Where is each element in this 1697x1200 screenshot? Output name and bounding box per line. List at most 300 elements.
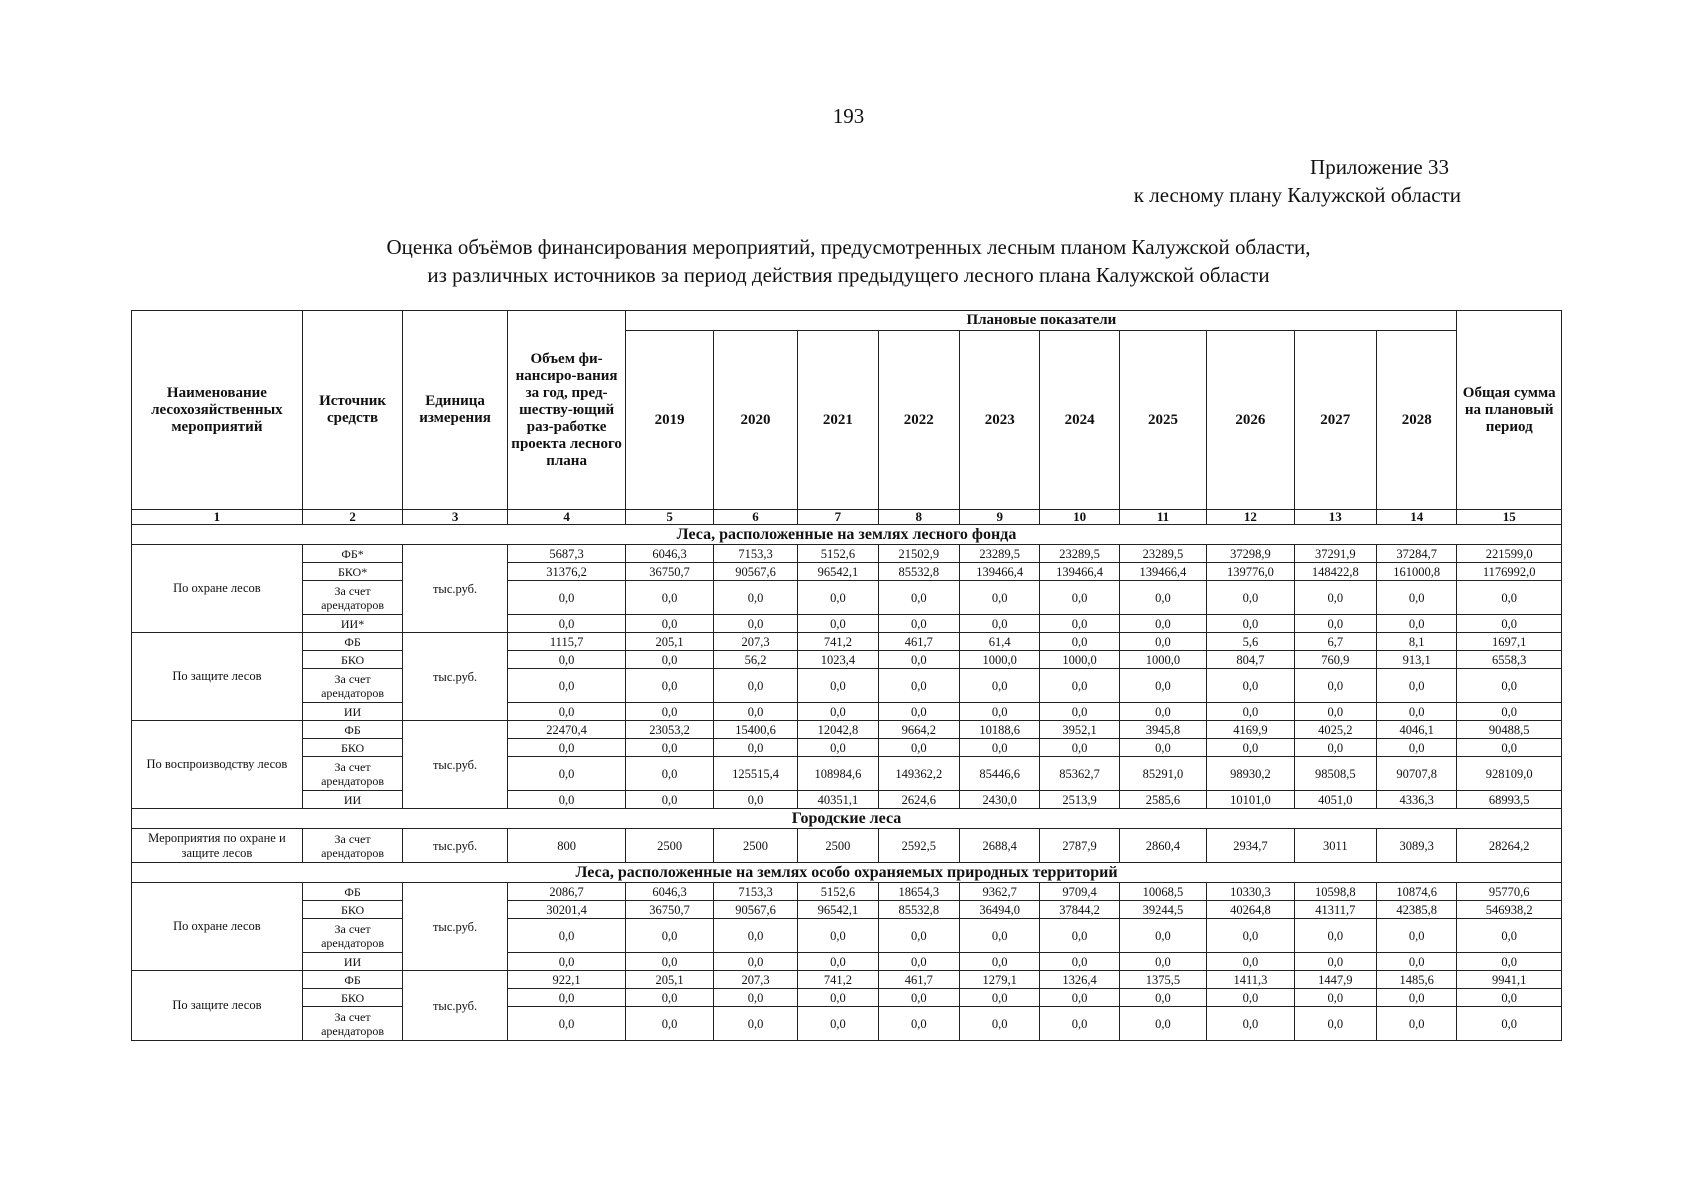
- value-cell: 0,0: [507, 703, 626, 721]
- value-cell: 37298,9: [1207, 545, 1294, 563]
- value-cell: 56,2: [713, 651, 797, 669]
- value-cell: 9941,1: [1457, 971, 1562, 989]
- value-cell: 2688,4: [960, 829, 1040, 863]
- value-cell: 0,0: [1457, 989, 1562, 1007]
- value-cell: 3089,3: [1377, 829, 1457, 863]
- funding-source: ФБ: [302, 633, 402, 651]
- document-title: [0, 233, 1697, 289]
- table-row: [132, 757, 1562, 791]
- value-cell: 61,4: [960, 633, 1040, 651]
- value-cell: 546938,2: [1457, 901, 1562, 919]
- value-cell: 2934,7: [1207, 829, 1294, 863]
- value-cell: 0,0: [1294, 989, 1376, 1007]
- value-cell: 0,0: [626, 757, 713, 791]
- value-cell: 0,0: [1294, 919, 1376, 953]
- value-cell: 0,0: [1294, 739, 1376, 757]
- value-cell: 0,0: [798, 669, 878, 703]
- table-row: [132, 651, 1562, 669]
- value-cell: 2500: [626, 829, 713, 863]
- table-row: [132, 971, 1562, 989]
- activity-name: Мероприятия по охране и защите лесов: [132, 829, 303, 863]
- funding-source: За счет арендаторов: [302, 669, 402, 703]
- table-row: [132, 703, 1562, 721]
- column-number: 6: [713, 510, 797, 525]
- value-cell: 205,1: [626, 971, 713, 989]
- value-cell: 0,0: [798, 1007, 878, 1041]
- value-cell: 1326,4: [1040, 971, 1119, 989]
- value-cell: 0,0: [1119, 615, 1206, 633]
- value-cell: 1000,0: [960, 651, 1040, 669]
- value-cell: 4046,1: [1377, 721, 1457, 739]
- unit-cell: тыс.руб.: [403, 829, 508, 863]
- value-cell: 12042,8: [798, 721, 878, 739]
- value-cell: 0,0: [1119, 581, 1206, 615]
- value-cell: 0,0: [1119, 919, 1206, 953]
- value-cell: 148422,8: [1294, 563, 1376, 581]
- value-cell: 0,0: [878, 651, 959, 669]
- value-cell: 5152,6: [798, 545, 878, 563]
- value-cell: 0,0: [1119, 669, 1206, 703]
- value-cell: 85446,6: [960, 757, 1040, 791]
- value-cell: 0,0: [626, 651, 713, 669]
- value-cell: 800: [507, 829, 626, 863]
- value-cell: 108984,6: [798, 757, 878, 791]
- value-cell: 0,0: [1377, 919, 1457, 953]
- value-cell: 0,0: [1294, 615, 1376, 633]
- value-cell: 96542,1: [798, 563, 878, 581]
- value-cell: 0,0: [1040, 739, 1119, 757]
- value-cell: 36750,7: [626, 901, 713, 919]
- header-year: 2022: [878, 331, 959, 510]
- funding-source: ИИ: [302, 703, 402, 721]
- value-cell: 0,0: [960, 953, 1040, 971]
- value-cell: 0,0: [507, 989, 626, 1007]
- title-line-1: Оценка объёмов финансирования мероприятий, предусмотренных лесным планом Калужской области,: [386, 235, 1311, 259]
- value-cell: 1697,1: [1457, 633, 1562, 651]
- value-cell: 23289,5: [960, 545, 1040, 563]
- value-cell: 0,0: [1377, 669, 1457, 703]
- value-cell: 4051,0: [1294, 791, 1376, 809]
- value-cell: 6046,3: [626, 883, 713, 901]
- value-cell: 207,3: [713, 971, 797, 989]
- value-cell: 7153,3: [713, 545, 797, 563]
- column-number: 3: [403, 510, 508, 525]
- value-cell: 7153,3: [713, 883, 797, 901]
- value-cell: 0,0: [798, 581, 878, 615]
- value-cell: 0,0: [960, 703, 1040, 721]
- header-total: Общая сумма на плановый период: [1457, 311, 1562, 510]
- value-cell: 10101,0: [1207, 791, 1294, 809]
- value-cell: 30201,4: [507, 901, 626, 919]
- value-cell: 3952,1: [1040, 721, 1119, 739]
- value-cell: 96542,1: [798, 901, 878, 919]
- value-cell: 4336,3: [1377, 791, 1457, 809]
- table-row: [132, 721, 1562, 739]
- value-cell: 207,3: [713, 633, 797, 651]
- value-cell: 0,0: [1207, 669, 1294, 703]
- value-cell: 0,0: [1294, 669, 1376, 703]
- funding-source: За счет арендаторов: [302, 757, 402, 791]
- value-cell: 0,0: [1457, 581, 1562, 615]
- financing-table-wrapper: [131, 310, 1562, 1041]
- value-cell: 68993,5: [1457, 791, 1562, 809]
- funding-source: БКО: [302, 739, 402, 757]
- table-row: [132, 669, 1562, 703]
- value-cell: 0,0: [507, 615, 626, 633]
- value-cell: 0,0: [507, 739, 626, 757]
- header-year: 2028: [1377, 331, 1457, 510]
- header-year: 2024: [1040, 331, 1119, 510]
- value-cell: 0,0: [713, 791, 797, 809]
- value-cell: 0,0: [1377, 739, 1457, 757]
- value-cell: 0,0: [713, 615, 797, 633]
- table-row: [132, 989, 1562, 1007]
- unit-cell: тыс.руб.: [403, 721, 508, 809]
- value-cell: 0,0: [1457, 739, 1562, 757]
- column-number: 12: [1207, 510, 1294, 525]
- value-cell: 90567,6: [713, 901, 797, 919]
- value-cell: 0,0: [626, 739, 713, 757]
- value-cell: 0,0: [878, 581, 959, 615]
- funding-source: БКО*: [302, 563, 402, 581]
- value-cell: 0,0: [713, 953, 797, 971]
- value-cell: 10874,6: [1377, 883, 1457, 901]
- value-cell: 5,6: [1207, 633, 1294, 651]
- table-row: [132, 633, 1562, 651]
- appendix-line-1: Приложение 33: [1310, 155, 1449, 179]
- value-cell: 0,0: [1040, 581, 1119, 615]
- activity-name: По воспроизводству лесов: [132, 721, 303, 809]
- value-cell: 0,0: [798, 919, 878, 953]
- value-cell: 0,0: [713, 703, 797, 721]
- value-cell: 2500: [713, 829, 797, 863]
- header-year: 2019: [626, 331, 713, 510]
- section-title: Леса, расположенные на землях лесного фонда: [132, 525, 1562, 545]
- value-cell: 21502,9: [878, 545, 959, 563]
- section-row: [132, 525, 1562, 545]
- value-cell: 0,0: [507, 581, 626, 615]
- value-cell: 85362,7: [1040, 757, 1119, 791]
- value-cell: 2500: [798, 829, 878, 863]
- value-cell: 2513,9: [1040, 791, 1119, 809]
- section-row: [132, 863, 1562, 883]
- value-cell: 139466,4: [1040, 563, 1119, 581]
- value-cell: 36494,0: [960, 901, 1040, 919]
- value-cell: 0,0: [713, 739, 797, 757]
- value-cell: 1023,4: [798, 651, 878, 669]
- funding-source: ФБ: [302, 721, 402, 739]
- value-cell: 9709,4: [1040, 883, 1119, 901]
- funding-source: За счет арендаторов: [302, 581, 402, 615]
- value-cell: 0,0: [878, 953, 959, 971]
- title-line-2: из различных источников за период действия предыдущего лесного плана Калужской области: [427, 263, 1270, 287]
- financing-table: [131, 310, 1562, 1041]
- value-cell: 85532,8: [878, 563, 959, 581]
- value-cell: 0,0: [507, 919, 626, 953]
- value-cell: 0,0: [1040, 1007, 1119, 1041]
- value-cell: 1115,7: [507, 633, 626, 651]
- funding-source: За счет арендаторов: [302, 1007, 402, 1041]
- value-cell: 0,0: [798, 953, 878, 971]
- value-cell: 0,0: [1294, 953, 1376, 971]
- funding-source: За счет арендаторов: [302, 919, 402, 953]
- value-cell: 2787,9: [1040, 829, 1119, 863]
- section-title: Леса, расположенные на землях особо охраняемых природных территорий: [132, 863, 1562, 883]
- value-cell: 0,0: [960, 669, 1040, 703]
- value-cell: 0,0: [507, 669, 626, 703]
- funding-source: ИИ*: [302, 615, 402, 633]
- value-cell: 0,0: [878, 989, 959, 1007]
- page-number: 193: [832, 104, 865, 128]
- value-cell: 2430,0: [960, 791, 1040, 809]
- activity-name: По защите лесов: [132, 633, 303, 721]
- value-cell: 0,0: [960, 739, 1040, 757]
- value-cell: 0,0: [1207, 581, 1294, 615]
- value-cell: 0,0: [1207, 919, 1294, 953]
- value-cell: 41311,7: [1294, 901, 1376, 919]
- value-cell: 804,7: [1207, 651, 1294, 669]
- value-cell: 0,0: [798, 989, 878, 1007]
- value-cell: 0,0: [1040, 989, 1119, 1007]
- table-row: [132, 581, 1562, 615]
- value-cell: 4025,2: [1294, 721, 1376, 739]
- value-cell: 0,0: [626, 669, 713, 703]
- value-cell: 0,0: [626, 581, 713, 615]
- value-cell: 0,0: [1457, 1007, 1562, 1041]
- value-cell: 0,0: [507, 791, 626, 809]
- column-number: 11: [1119, 510, 1206, 525]
- value-cell: 6558,3: [1457, 651, 1562, 669]
- column-number: 14: [1377, 510, 1457, 525]
- value-cell: 0,0: [1040, 953, 1119, 971]
- table-row: [132, 739, 1562, 757]
- value-cell: 221599,0: [1457, 545, 1562, 563]
- value-cell: 85291,0: [1119, 757, 1206, 791]
- header-unit: Единица измерения: [403, 311, 508, 510]
- table-row: [132, 953, 1562, 971]
- value-cell: 0,0: [507, 757, 626, 791]
- value-cell: 0,0: [1207, 703, 1294, 721]
- value-cell: 40264,8: [1207, 901, 1294, 919]
- header-prev-volume: Объем фи-нансиро-вания за год, пред-шеству-ющий раз-работке проекта лесного плана: [507, 311, 626, 510]
- value-cell: 23289,5: [1040, 545, 1119, 563]
- column-number: 1: [132, 510, 303, 525]
- value-cell: 0,0: [878, 919, 959, 953]
- funding-source: За счет арендаторов: [302, 829, 402, 863]
- value-cell: 0,0: [798, 739, 878, 757]
- column-number: 10: [1040, 510, 1119, 525]
- value-cell: 1485,6: [1377, 971, 1457, 989]
- value-cell: 0,0: [1377, 703, 1457, 721]
- value-cell: 98508,5: [1294, 757, 1376, 791]
- table-row: [132, 1007, 1562, 1041]
- value-cell: 37284,7: [1377, 545, 1457, 563]
- value-cell: 1000,0: [1119, 651, 1206, 669]
- funding-source: ИИ: [302, 791, 402, 809]
- activity-name: По охране лесов: [132, 545, 303, 633]
- value-cell: 0,0: [1040, 703, 1119, 721]
- column-number: 2: [302, 510, 402, 525]
- value-cell: 1279,1: [960, 971, 1040, 989]
- value-cell: 0,0: [1040, 669, 1119, 703]
- value-cell: 0,0: [507, 953, 626, 971]
- value-cell: 0,0: [1294, 703, 1376, 721]
- value-cell: 6,7: [1294, 633, 1376, 651]
- value-cell: 139776,0: [1207, 563, 1294, 581]
- value-cell: 161000,8: [1377, 563, 1457, 581]
- value-cell: 0,0: [626, 791, 713, 809]
- table-row: [132, 883, 1562, 901]
- value-cell: 0,0: [878, 669, 959, 703]
- value-cell: 10330,3: [1207, 883, 1294, 901]
- value-cell: 922,1: [507, 971, 626, 989]
- table-row: [132, 829, 1562, 863]
- value-cell: 928109,0: [1457, 757, 1562, 791]
- value-cell: 0,0: [1040, 633, 1119, 651]
- value-cell: 0,0: [1294, 581, 1376, 615]
- value-cell: 125515,4: [713, 757, 797, 791]
- value-cell: 22470,4: [507, 721, 626, 739]
- column-number: 7: [798, 510, 878, 525]
- header-source: Источник средств: [302, 311, 402, 510]
- value-cell: 36750,7: [626, 563, 713, 581]
- value-cell: 0,0: [626, 703, 713, 721]
- value-cell: 31376,2: [507, 563, 626, 581]
- value-cell: 0,0: [1207, 953, 1294, 971]
- value-cell: 9664,2: [878, 721, 959, 739]
- header-year: 2020: [713, 331, 797, 510]
- value-cell: 139466,4: [960, 563, 1040, 581]
- appendix-note: [1134, 153, 1461, 209]
- table-row: [132, 545, 1562, 563]
- value-cell: 90488,5: [1457, 721, 1562, 739]
- value-cell: 2086,7: [507, 883, 626, 901]
- table-row: [132, 901, 1562, 919]
- value-cell: 37291,9: [1294, 545, 1376, 563]
- value-cell: 0,0: [1377, 615, 1457, 633]
- value-cell: 0,0: [1207, 615, 1294, 633]
- funding-source: БКО: [302, 651, 402, 669]
- value-cell: 0,0: [713, 919, 797, 953]
- column-number: 15: [1457, 510, 1562, 525]
- value-cell: 5687,3: [507, 545, 626, 563]
- value-cell: 3011: [1294, 829, 1376, 863]
- value-cell: 10598,8: [1294, 883, 1376, 901]
- value-cell: 0,0: [1377, 581, 1457, 615]
- value-cell: 0,0: [960, 1007, 1040, 1041]
- column-number: 8: [878, 510, 959, 525]
- funding-source: ФБ: [302, 971, 402, 989]
- value-cell: 39244,5: [1119, 901, 1206, 919]
- value-cell: 23289,5: [1119, 545, 1206, 563]
- value-cell: 0,0: [1457, 703, 1562, 721]
- value-cell: 37844,2: [1040, 901, 1119, 919]
- header-year: 2026: [1207, 331, 1294, 510]
- value-cell: 0,0: [507, 651, 626, 669]
- value-cell: 0,0: [1294, 1007, 1376, 1041]
- value-cell: 42385,8: [1377, 901, 1457, 919]
- value-cell: 0,0: [878, 739, 959, 757]
- value-cell: 5152,6: [798, 883, 878, 901]
- value-cell: 913,1: [1377, 651, 1457, 669]
- value-cell: 40351,1: [798, 791, 878, 809]
- value-cell: 461,7: [878, 971, 959, 989]
- value-cell: 85532,8: [878, 901, 959, 919]
- value-cell: 0,0: [1457, 919, 1562, 953]
- value-cell: 0,0: [713, 669, 797, 703]
- value-cell: 0,0: [1457, 615, 1562, 633]
- activity-name: По защите лесов: [132, 971, 303, 1041]
- value-cell: 6046,3: [626, 545, 713, 563]
- value-cell: 0,0: [626, 989, 713, 1007]
- table-row: [132, 919, 1562, 953]
- value-cell: 1000,0: [1040, 651, 1119, 669]
- value-cell: 0,0: [878, 703, 959, 721]
- value-cell: 1411,3: [1207, 971, 1294, 989]
- funding-source: БКО: [302, 989, 402, 1007]
- value-cell: 0,0: [1457, 953, 1562, 971]
- funding-source: ФБ: [302, 883, 402, 901]
- unit-cell: тыс.руб.: [403, 883, 508, 971]
- value-cell: 0,0: [1119, 739, 1206, 757]
- value-cell: 0,0: [713, 989, 797, 1007]
- value-cell: 0,0: [960, 919, 1040, 953]
- value-cell: 149362,2: [878, 757, 959, 791]
- value-cell: 760,9: [1294, 651, 1376, 669]
- header-year: 2025: [1119, 331, 1206, 510]
- value-cell: 0,0: [1207, 989, 1294, 1007]
- header-year: 2023: [960, 331, 1040, 510]
- value-cell: 139466,4: [1119, 563, 1206, 581]
- value-cell: 0,0: [798, 615, 878, 633]
- header-year: 2027: [1294, 331, 1376, 510]
- value-cell: 0,0: [1119, 953, 1206, 971]
- column-number: 5: [626, 510, 713, 525]
- column-number: 4: [507, 510, 626, 525]
- table-row: [132, 563, 1562, 581]
- value-cell: 0,0: [626, 919, 713, 953]
- header-planned: Плановые показатели: [626, 311, 1457, 331]
- value-cell: 0,0: [1377, 1007, 1457, 1041]
- value-cell: 461,7: [878, 633, 959, 651]
- value-cell: 0,0: [713, 581, 797, 615]
- value-cell: 90567,6: [713, 563, 797, 581]
- value-cell: 1176992,0: [1457, 563, 1562, 581]
- value-cell: 0,0: [1377, 989, 1457, 1007]
- table-row: [132, 791, 1562, 809]
- value-cell: 0,0: [1119, 633, 1206, 651]
- value-cell: 0,0: [960, 989, 1040, 1007]
- value-cell: 18654,3: [878, 883, 959, 901]
- value-cell: 0,0: [1119, 703, 1206, 721]
- value-cell: 28264,2: [1457, 829, 1562, 863]
- value-cell: 0,0: [878, 1007, 959, 1041]
- header-name: Наименование лесохозяйственных мероприятий: [132, 311, 303, 510]
- value-cell: 8,1: [1377, 633, 1457, 651]
- funding-source: ФБ*: [302, 545, 402, 563]
- value-cell: 10188,6: [960, 721, 1040, 739]
- value-cell: 2624,6: [878, 791, 959, 809]
- value-cell: 0,0: [1377, 953, 1457, 971]
- section-title: Городские леса: [132, 809, 1562, 829]
- value-cell: 0,0: [1457, 669, 1562, 703]
- value-cell: 0,0: [1040, 615, 1119, 633]
- value-cell: 0,0: [1119, 989, 1206, 1007]
- value-cell: 10068,5: [1119, 883, 1206, 901]
- funding-source: ИИ: [302, 953, 402, 971]
- value-cell: 90707,8: [1377, 757, 1457, 791]
- value-cell: 0,0: [626, 615, 713, 633]
